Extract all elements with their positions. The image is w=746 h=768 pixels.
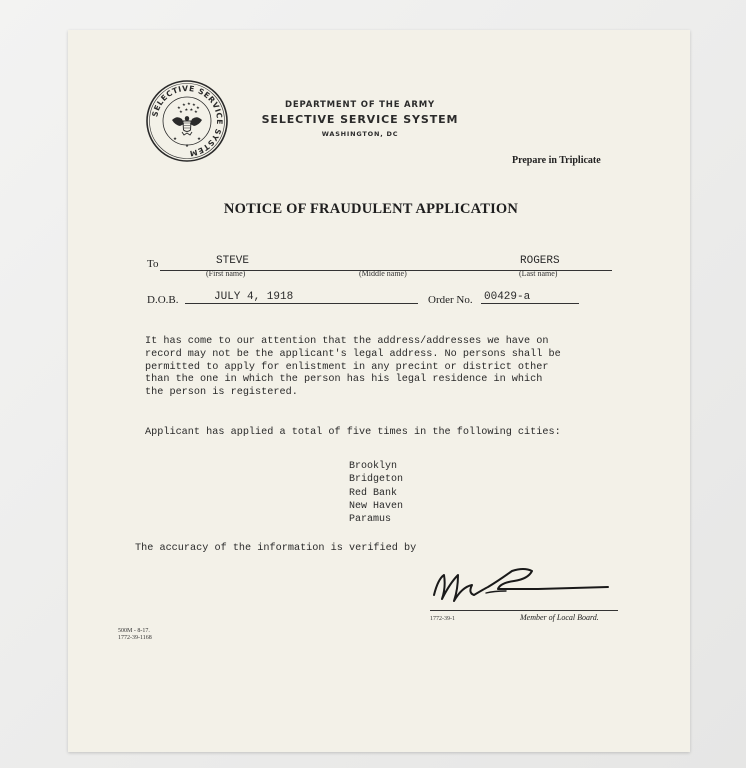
city-list — [349, 460, 403, 526]
location-heading: WASHINGTON, DC — [321, 130, 399, 138]
paragraph-line: than the one in which the person has his legal residence in which — [145, 374, 543, 386]
svg-text:★: ★ — [179, 109, 183, 114]
paragraph-line: It has come to our attention that the address/addresses we have on — [145, 336, 549, 347]
signature-caption: Member of Local Board. — [520, 613, 599, 622]
signature-line — [430, 610, 618, 611]
footer-code: 1772-39-1168 — [118, 635, 152, 641]
to-label: To — [147, 258, 159, 270]
first-name-value: STEVE — [216, 255, 250, 267]
middle-name-caption: (Middle name) — [359, 269, 407, 278]
svg-text:★: ★ — [189, 107, 194, 112]
prepare-note: Prepare in Triplicate — [512, 155, 601, 166]
paragraph-line: record may not be the applicant's legal address. No persons shall be — [145, 348, 561, 360]
paragraph-line: permitted to apply for enlistment in any precint or district other — [145, 361, 549, 373]
agency-heading: SELECTIVE SERVICE SYSTEM — [261, 113, 459, 126]
last-name-caption: (Last name) — [519, 269, 558, 278]
svg-text:★: ★ — [187, 101, 191, 106]
order-underline — [481, 303, 579, 304]
city-item: Red Bank — [349, 487, 398, 499]
last-name-value: ROGERS — [520, 255, 560, 267]
dob-label: D.O.B. — [147, 294, 179, 306]
document-title: NOTICE OF FRAUDULENT APPLICATION — [223, 201, 519, 217]
city-item: New Haven — [349, 500, 404, 512]
svg-text:★: ★ — [197, 137, 202, 142]
svg-text:★: ★ — [192, 102, 196, 107]
signature-form-code: 1772-39-1 — [430, 616, 455, 622]
dob-value: JULY 4, 1918 — [214, 291, 294, 303]
applications-line: Applicant has applied a total of five times in the following cities: — [145, 427, 561, 438]
svg-text:★: ★ — [173, 137, 178, 142]
seal-ring-text: SELECTIVE SERVICE SYSTEM — [150, 83, 225, 159]
handwritten-signature — [428, 565, 618, 609]
first-name-caption: (First name) — [206, 269, 246, 278]
svg-text:★: ★ — [185, 144, 190, 149]
paragraph-line: the person is registered. — [145, 387, 298, 399]
svg-text:★: ★ — [184, 107, 189, 112]
svg-text:★: ★ — [177, 105, 181, 110]
svg-text:★: ★ — [194, 109, 198, 114]
order-label: Order No. — [428, 294, 473, 306]
city-item: Bridgeton — [349, 474, 404, 486]
city-item: Brooklyn — [349, 461, 398, 472]
verification-line: The accuracy of the information is verified by — [135, 543, 417, 554]
dob-underline — [185, 303, 418, 304]
notice-paragraph — [145, 336, 615, 400]
department-heading: DEPARTMENT OF THE ARMY — [285, 100, 435, 110]
order-value: 00429-a — [484, 291, 531, 303]
eagle-seal-icon — [146, 80, 228, 162]
footer-code: 500M - 8-17. — [118, 628, 150, 634]
svg-text:★: ★ — [196, 105, 200, 110]
svg-text:★: ★ — [182, 102, 186, 107]
city-item: Paramus — [349, 514, 392, 526]
